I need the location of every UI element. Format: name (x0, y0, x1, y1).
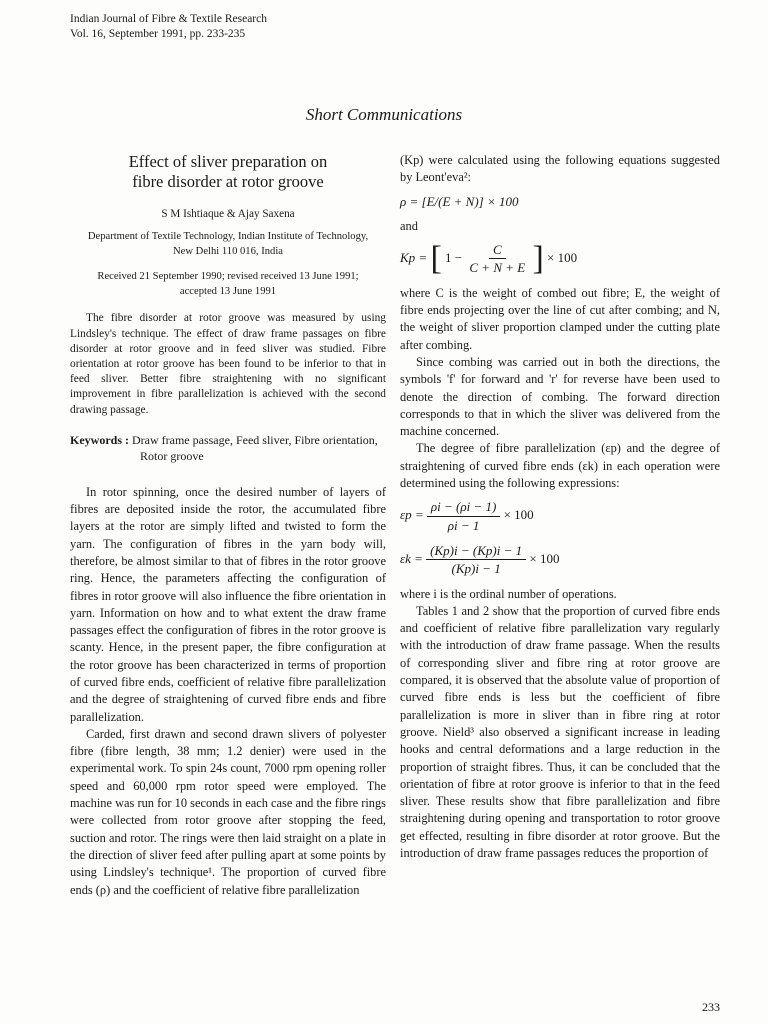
equation-kp-times: × 100 (547, 249, 578, 265)
equation-epsilon-k (400, 542, 720, 578)
body-paragraph-equations-intro: (Kp) were calculated using the following equations suggested by Leont'eva²: (400, 153, 720, 185)
and-text: and (400, 218, 418, 233)
article-title (70, 152, 386, 192)
equation-kp-numerator: C (489, 241, 506, 259)
affiliation (70, 229, 386, 259)
body-paragraph-results: Tables 1 and 2 show that the proportion of curved fibre ends and coefficient of relative fibre parallelization vary regularly with the introduction of draw frame passage. When the results of corresponding sliver and fibre ring at rotor groove are compared, it is observed that the absolute value of proportion of curved fibre ends is less but the coefficient of fibre parallelization is more in sliver than in fibre ring at rotor groove. Nield³ also observed a significant increase in leading hooks and central deformations and a large reduction in the proportion of straight fibres. Thus, it can be concluded that the orientation of fibre at rotor groove is inferior to that in the feed sliver. These results show that fibre parallelization and fibre straightening during opening and transportation to rotor groove get effected, resulting in fibre disorder at rotor groove. But the introduction of draw frame passages reduces the proportion of (400, 603, 720, 860)
keywords-text: Draw frame passage, Feed sliver, Fibre orientation, Rotor groove (132, 432, 378, 463)
equation-kp (400, 241, 720, 277)
equation-rho: ρ = [E/(E + N)] × 100 (400, 193, 519, 209)
bracket-left: [ (430, 240, 442, 278)
page-number: 233 (702, 1000, 720, 1014)
received-line2: accepted 13 June 1991 (179, 286, 277, 298)
equation-epsilon-k-numerator: (Kp)i − (Kp)i − 1 (426, 542, 526, 560)
received-dates (70, 269, 386, 299)
equation-epsilon-k-lhs: εk = (400, 550, 423, 566)
equation-epsilon-p-fraction (427, 498, 500, 534)
body-paragraph-experimental: Carded, first drawn and second drawn slivers of polyester fibre (fibre length, 38 mm; 1.2 denier) were used in the experimental work. To spin 24s count, 7000 rpm opening roller speed and 60,000 rpm rotor speed were employed. The machine was run for 10 seconds in each case and the fibre rings were collected from rotor groove after stopping the feed, suction and rotor. The rings were then laid straight on a plate in the direction of sliver feed after pulling apart at some points by using Lindsley's technique¹. The proportion of curved fibre ends (ρ) and the coefficient of relative fibre parallelization (70, 726, 386, 897)
equation-kp-denominator: C + N + E (469, 260, 526, 276)
article-title-line1: Effect of sliver preparation on (128, 152, 328, 171)
keywords-label: Keywords : (70, 432, 129, 447)
body-paragraph-degree: The degree of fibre parallelization (εp) and the degree of straightening of curved fibre ends (εk) in each operation were determined using the following expressions: (400, 441, 720, 491)
affiliation-line1: Department of Textile Technology, Indian Institute of Technology, (87, 231, 369, 243)
abstract: The fibre disorder at rotor groove was measured by using Lindsley's technique. The effect of draw frame passages on fibre disorder at rotor groove and in feed sliver was studied. Fibre orientation at rotor groove has been found to be inferior to that in feed sliver. Better fibre straightening with no significant improvement in fibre parallelization is achieved with the second drawing passage. (70, 312, 386, 416)
body-paragraph-definitions: where C is the weight of combed out fibre; E, the weight of fibre ends projecting over the line of cut after combing; and N, the weight of sliver proportion clamped under the cutting plate after combing. (400, 285, 720, 352)
body-paragraph-intro: In rotor spinning, once the desired number of layers of fibres are deposited inside the rotor, the accumulated fibre layers at the rotor are simply lifted and twisted to form the yarn. The configuration of fibres in the yarn body will, therefore, be almost similar to that of fibres in the rotor groove ring. Hence, the parameters affecting the configuration of fibres in rotor groove will also influence the fibre orientation in yarn. Information on how and to what extent the draw frame passages effect the configuration of fibres in the rotor groove is scanty. Hence, in the present paper, the fibre configuration at the rotor groove has been characterized in terms of proportion of curved fibre ends, coefficient of relative fibre parallelization and the degree of straightening of curved fibre ends and fibre parallelization. (70, 484, 386, 724)
equation-epsilon-p-lhs: εp = (400, 507, 424, 523)
section-title: Short Communications (305, 105, 463, 124)
journal-volume: Vol. 16, September 1991, pp. 233-235 (70, 28, 246, 40)
keywords (70, 432, 386, 464)
equation-epsilon-p-denominator: ρi − 1 (447, 517, 480, 533)
equation-kp-one: 1 − (445, 249, 463, 265)
left-column (70, 152, 386, 899)
affiliation-line2: New Delhi 110 016, India (173, 246, 283, 258)
equation-kp-lhs: Kp = (400, 249, 428, 265)
authors: S M Ishtiaque & Ajay Saxena (161, 208, 295, 220)
journal-name: Indian Journal of Fibre & Textile Research (70, 13, 267, 25)
equation-epsilon-p-times: × 100 (503, 507, 534, 523)
equation-epsilon-k-denominator: (Kp)i − 1 (451, 561, 501, 577)
equation-epsilon-k-times: × 100 (529, 550, 560, 566)
received-line1: Received 21 September 1990; revised received 13 June 1991; (97, 271, 359, 283)
body-paragraph-combing: Since combing was carried out in both the directions, the symbols 'f' for forward and 'r' for reverse have been used to denote the direction of combing. The forward direction corresponds to that in which the sliver was delivered from the machine concerned. (400, 354, 720, 439)
equation-epsilon-p (400, 498, 720, 534)
bracket-right: ] (532, 240, 544, 278)
article-title-line2: fibre disorder at rotor groove (132, 172, 324, 191)
journal-header (70, 12, 267, 42)
body-paragraph-ordinal: where i is the ordinal number of operations. (400, 586, 617, 601)
equation-kp-fraction (465, 241, 529, 277)
equation-epsilon-k-fraction (426, 542, 526, 578)
right-column (400, 152, 720, 862)
equation-epsilon-p-numerator: ρi − (ρi − 1) (427, 498, 500, 516)
